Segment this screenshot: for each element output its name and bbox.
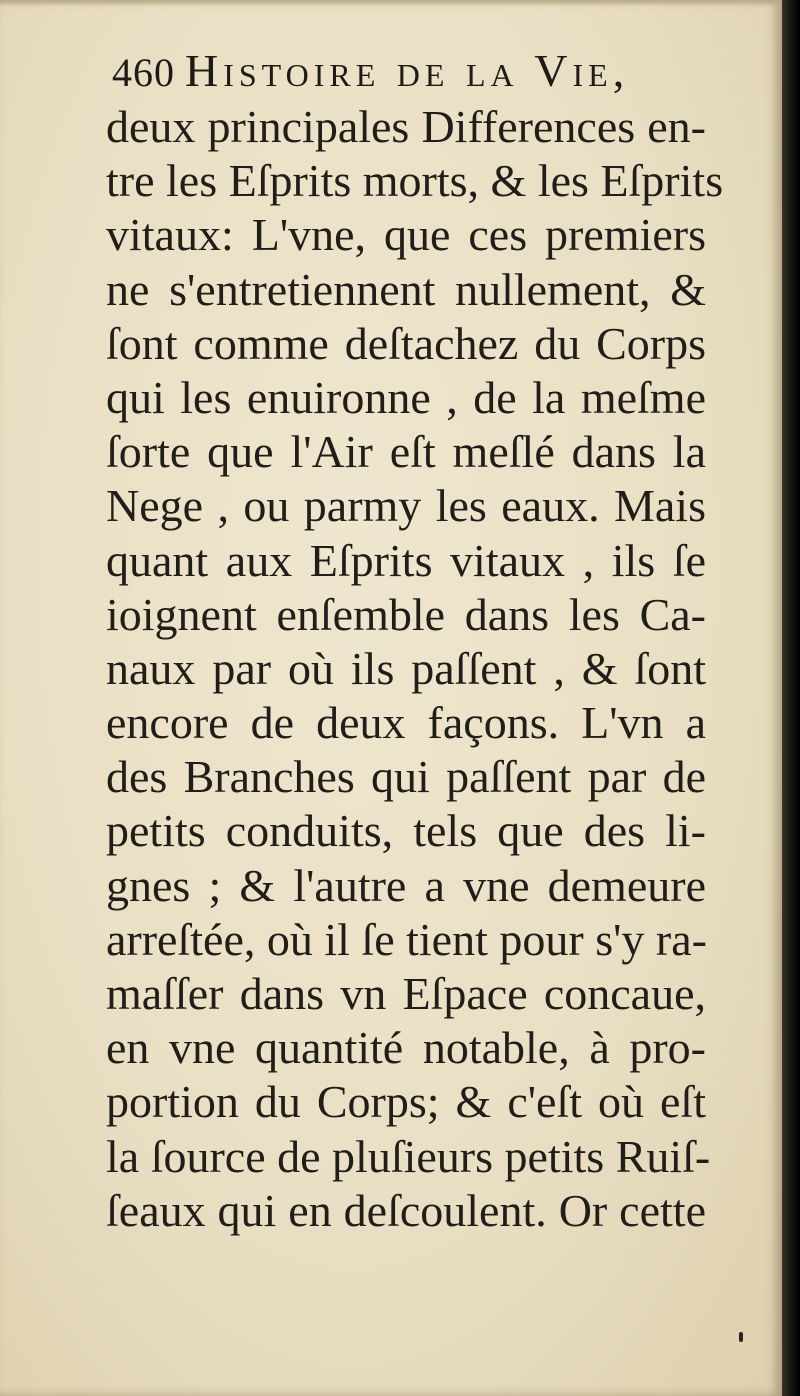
text-line: ne s'entretiennent nullement, & — [106, 263, 706, 315]
text-line: qui les enuironne , de la meſme — [106, 371, 706, 423]
text-line: Nege , ou parmy les eaux. Mais — [106, 480, 706, 532]
running-header — [112, 44, 712, 100]
text-line: ſont comme deſtachez du Corps — [106, 317, 706, 369]
text-line: quant aux Eſprits vitaux , ils ſe — [106, 534, 706, 586]
running-title: Histoire de la Vie, — [185, 45, 630, 96]
text-line: en vne quantité notable, à pro- — [106, 1022, 706, 1074]
text-line: ſeaux qui en deſcoulent. Or cette — [106, 1184, 706, 1236]
text-line: petits conduits, tels que des li- — [106, 805, 706, 857]
body-text — [106, 100, 724, 1238]
text-line: ioignent enſemble dans les Ca- — [106, 588, 706, 640]
text-line: deux principales Differences en- — [106, 101, 706, 152]
page-number: 460 — [112, 50, 175, 95]
book-gutter — [782, 0, 800, 1396]
page-top-edge — [0, 0, 782, 6]
text-line: gnes ; & l'autre a vne demeure — [106, 859, 706, 911]
text-line: arreſtée, où il ſe tient pour s'y ra- — [106, 913, 707, 965]
text-line: portion du Corps; & c'eſt où eſt — [106, 1076, 706, 1128]
text-line: des Branches qui paſſent par de — [106, 751, 706, 803]
ink-speck — [739, 1332, 743, 1342]
text-line: ſorte que l'Air eſt meſlé dans la — [106, 426, 706, 478]
text-line: maſſer dans vn Eſpace concaue, — [106, 968, 706, 1019]
text-line: encore de deux façons. L'vn a — [106, 697, 706, 749]
text-line: vitaux: L'vne, que ces premiers — [106, 209, 706, 261]
text-line: tre les Eſprits morts, & les Eſprits — [106, 155, 724, 207]
text-line: la ſource de pluſieurs petits Ruiſ- — [106, 1130, 711, 1182]
text-line: naux par où ils paſſent , & ſont — [106, 642, 706, 694]
